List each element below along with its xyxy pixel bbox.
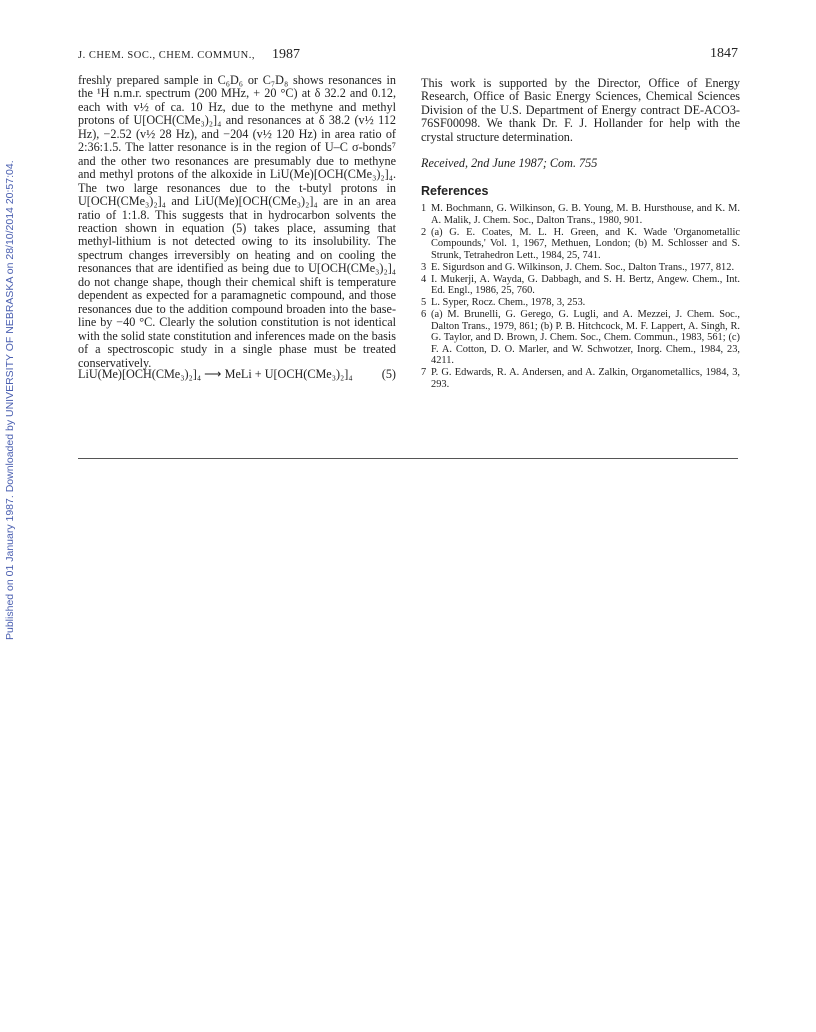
left-column <box>78 74 396 370</box>
reference-text: M. Bochmann, G. Wilkinson, G. B. Young, M. B. Hursthouse, and K. M. A. Malik, J. Chem. Soc., Dalton Trans., 1980, 901. <box>431 203 740 226</box>
reference-text: P. G. Edwards, R. A. Andersen, and A. Zalkin, Organometallics, 1984, 3, 293. <box>431 367 740 390</box>
journal-year: 1987 <box>272 47 300 62</box>
reference-number: 5 <box>421 297 427 309</box>
page-number: 1847 <box>710 46 738 61</box>
reference-item <box>421 309 740 367</box>
download-watermark <box>4 160 18 640</box>
reference-number: 7 <box>421 367 427 379</box>
acknowledgement: This work is supported by the Director, Office of Energy Research, Office of Basic Energy Sciences, Chemical Sciences Division of the U.S. Department of Energy contract DE-ACO3-76SF00098. We thank Dr. F. J. Hollander for help with the crystal structure determination. <box>421 76 740 144</box>
equation-text: LiU(Me)[OCH(CMe₃)₂]₄ ⟶ MeLi + U[OCH(CMe₃)₂]₄ <box>78 367 353 381</box>
reference-item <box>421 274 740 297</box>
reference-item <box>421 262 740 274</box>
footer-divider-line <box>78 458 738 459</box>
reference-number: 4 <box>421 273 427 285</box>
reference-item <box>421 227 740 262</box>
reference-number: 2 <box>421 226 427 238</box>
reference-text: I. Mukerji, A. Wayda, G. Dabbagh, and S. H. Bertz, Angew. Chem., Int. Ed. Engl., 1986, 25, 760. <box>431 273 740 297</box>
equation-number: (5) <box>381 367 396 381</box>
received-date: Received, 2nd June 1987; Com. 755 <box>421 156 598 171</box>
reference-item <box>421 367 740 390</box>
references-list <box>421 203 740 390</box>
reference-number: 6 <box>421 309 427 321</box>
reference-text: E. Sigurdson and G. Wilkinson, J. Chem. Soc., Dalton Trans., 1977, 812. <box>431 261 735 273</box>
references-heading: References <box>421 183 489 198</box>
reference-number: 3 <box>421 261 427 273</box>
reference-text: (a) G. E. Coates, M. L. H. Green, and K. Wade 'Organometallic Compounds,' Vol. 1, 1967, Methuen, London; (b) M. Schlosser and S. Strunk, Tetrahedron Lett., 1984, 25, 741. <box>431 226 740 261</box>
reference-number: 1 <box>421 203 427 215</box>
download-watermark-text: Published on 01 January 1987. Downloaded by UNIVERSITY OF NEBRASKA on 28/10/2014 20:57:04. <box>4 160 16 640</box>
right-column <box>421 77 740 391</box>
journal-name: J. CHEM. SOC., CHEM. COMMUN., <box>78 50 255 61</box>
reference-item <box>421 297 740 309</box>
body-paragraph: freshly prepared sample in C₆D₆ or C₇D₈ shows resonances in the ¹H n.m.r. spectrum (200 MHz, + 20 °C) at δ 32.2 and 0.12, each with v½ of ca. 10 Hz, due to the methyne and methyl protons of U[OCH(CMe₃)₂]₄ and resonances at δ 38.2 (v½ 112 Hz), −2.52 (v½ 28 Hz), and −204 (v½ 120 Hz) in area ratio of 2:36:1.5. The latter resonance is in the region of U–C σ-bonds⁷ and the other two resonances are presumably due to methyne and methyl protons of the alkoxide in LiU(Me)[OCH(CMe₃)₂]₄. The two large resonances due to the t-butyl protons in U[OCH(CMe₃)₂]₄ and LiU(Me)[OCH(CMe₃)₂]₄ are in an area ratio of 1:1.8. This suggests that in hydrocarbon solvents the reaction shown in equation (5) takes place, assuming that methyl-lithium is not detected owing to its insolubility. The spectrum changes irreversibly on heating and on cooling the resonances that are identified as being due to U[OCH(CMe₃)₂]₄ do not change shape, though their chemical shift is temperature dependent as expected for a paramagnetic compound, and those resonances due to the addition compound broaden into the base-line by −40 °C. Clearly the solution constitution is not identical with the solid state constitution and inferences made on the basis of a spectroscopic study in a single phase must be treated conservatively. <box>78 73 396 370</box>
reference-item <box>421 203 740 226</box>
reference-text: (a) M. Brunelli, G. Gerego, G. Lugli, and A. Mezzei, J. Chem. Soc., Dalton Trans., 1979, 861; (b) P. B. Hitchcock, M. F. Lappert, A. Singh, R. G. Taylor, and D. Brown, J. Chem. Soc., Chem. Commun., 1983, 561; (c) F. A. Cotton, D. O. Marler, and W. Schwotzer, Inorg. Chem., 1984, 23, 4211. <box>431 309 740 367</box>
reference-text: L. Syper, Rocz. Chem., 1978, 3, 253. <box>431 297 586 309</box>
page-header <box>78 48 738 64</box>
